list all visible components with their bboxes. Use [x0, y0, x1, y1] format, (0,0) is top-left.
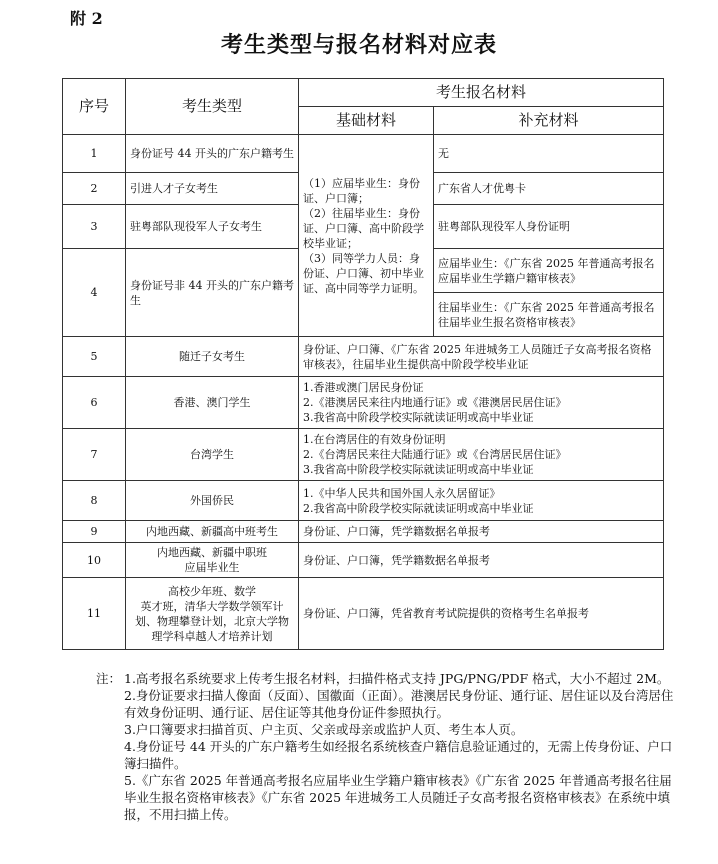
row-supplement: 广东省人才优粤卡: [434, 173, 664, 205]
row-number: 4: [63, 249, 126, 337]
header-materials: 考生报名材料: [299, 79, 664, 107]
shared-basic-materials: （1）应届毕业生：身份证、户口簿； （2）往届毕业生：身份证、户口簿、高中阶段学校毕业证； （3）同等学力人员：身份证、户口簿、初中毕业证、高中同等学力证明。: [299, 135, 434, 337]
note-item: 3.户口簿要求扫描首页、户主页、父亲或母亲或监护人页、考生本人页。: [124, 722, 524, 737]
table-row: [63, 578, 664, 650]
row-materials: 身份证、户口簿，凭学籍数据名单报考: [299, 543, 664, 578]
row-type: 外国侨民: [126, 481, 299, 521]
row-supplement-former: 往届毕业生：《广东省 2025 年普通高考报名往届毕业生报名资格审核表》: [434, 293, 664, 337]
row-type: 台湾学生: [126, 429, 299, 481]
row-supplement-current: 应届毕业生：《广东省 2025 年普通高考报名应届毕业生学籍户籍审核表》: [434, 249, 664, 293]
row-materials: 身份证、户口簿，凭学籍数据名单报考: [299, 521, 664, 543]
row-materials: 1.在台湾居住的有效身份证明 2.《台湾居民来往大陆通行证》或《台湾居民居住证》 3.我省高中阶段学校实际就读证明或高中毕业证: [299, 429, 664, 481]
note-item: 4.身份证号 44 开头的广东户籍考生如经报名系统核查户籍信息验证通过的，无需上传身份证、户口簿扫描件。: [124, 739, 673, 771]
row-type: 身份证号非 44 开头的广东户籍考生: [126, 249, 299, 337]
row-materials: 1.香港或澳门居民身份证 2.《港澳居民来往内地通行证》或《港澳居民居住证》 3.我省高中阶段学校实际就读证明或高中毕业证: [299, 377, 664, 429]
row-type: 引进人才子女考生: [126, 173, 299, 205]
notes-label: 注：: [96, 671, 122, 686]
row-type: 内地西藏、新疆高中班考生: [126, 521, 299, 543]
row-type: 香港、澳门学生: [126, 377, 299, 429]
header-basic: 基础材料: [299, 107, 434, 135]
row-number: 8: [63, 481, 126, 521]
notes-section: [96, 670, 676, 823]
row-number: 5: [63, 337, 126, 377]
row-type: 高校少年班、数学 英才班，清华大学数学领军计划、物理攀登计划，北京大学物理学科卓越人才培养计划: [126, 578, 299, 650]
row-number: 1: [63, 135, 126, 173]
table-row: [63, 337, 664, 377]
row-type: 内地西藏、新疆中职班 应届毕业生: [126, 543, 299, 578]
row-number: 11: [63, 578, 126, 650]
materials-table: [62, 78, 664, 650]
table-row: [63, 429, 664, 481]
note-item: 5.《广东省 2025 年普通高考报名应届毕业生学籍户籍审核表》《广东省 2025 年普通高考报名往届毕业生报名资格审核表》《广东省 2025 年进城务工人员随迁子女高考报名资格审核表》在系统中填报，不用扫描上传。: [124, 773, 672, 822]
table-header-row: [63, 79, 664, 107]
row-type: 驻粤部队现役军人子女考生: [126, 205, 299, 249]
row-number: 7: [63, 429, 126, 481]
table-row: [63, 135, 664, 173]
row-type: 身份证号 44 开头的广东户籍考生: [126, 135, 299, 173]
row-number: 3: [63, 205, 126, 249]
row-materials: 1.《中华人民共和国外国人永久居留证》 2.我省高中阶段学校实际就读证明或高中毕业证: [299, 481, 664, 521]
table-row: [63, 521, 664, 543]
table-row: [63, 543, 664, 578]
table-row: [63, 377, 664, 429]
row-number: 10: [63, 543, 126, 578]
row-number: 6: [63, 377, 126, 429]
header-seq: 序号: [63, 79, 126, 135]
row-number: 2: [63, 173, 126, 205]
row-supplement: 驻粤部队现役军人身份证明: [434, 205, 664, 249]
attachment-label: 附 2: [70, 9, 103, 28]
row-number: 9: [63, 521, 126, 543]
row-materials: 身份证、户口簿、《广东省 2025 年进城务工人员随迁子女高考报名资格审核表》，往届毕业生提供高中阶段学校毕业证: [299, 337, 664, 377]
row-materials: 身份证、户口簿，凭省教育考试院提供的资格考生名单报考: [299, 578, 664, 650]
note-item: 2.身份证要求扫描人像面（反面）、国徽面（正面）。港澳居民身份证、通行证、居住证以及台湾居住有效身份证明、通行证、居住证等其他身份证件参照执行。: [124, 688, 674, 720]
header-supplement: 补充材料: [434, 107, 664, 135]
header-type: 考生类型: [126, 79, 299, 135]
table-row: [63, 481, 664, 521]
page-title: 考生类型与报名材料对应表: [220, 32, 497, 58]
row-supplement: 无: [434, 135, 664, 173]
note-item: 1.高考报名系统要求上传考生报名材料，扫描件格式支持 JPG/PNG/PDF 格式，大小不超过 2M。: [124, 671, 670, 686]
row-type: 随迁子女考生: [126, 337, 299, 377]
